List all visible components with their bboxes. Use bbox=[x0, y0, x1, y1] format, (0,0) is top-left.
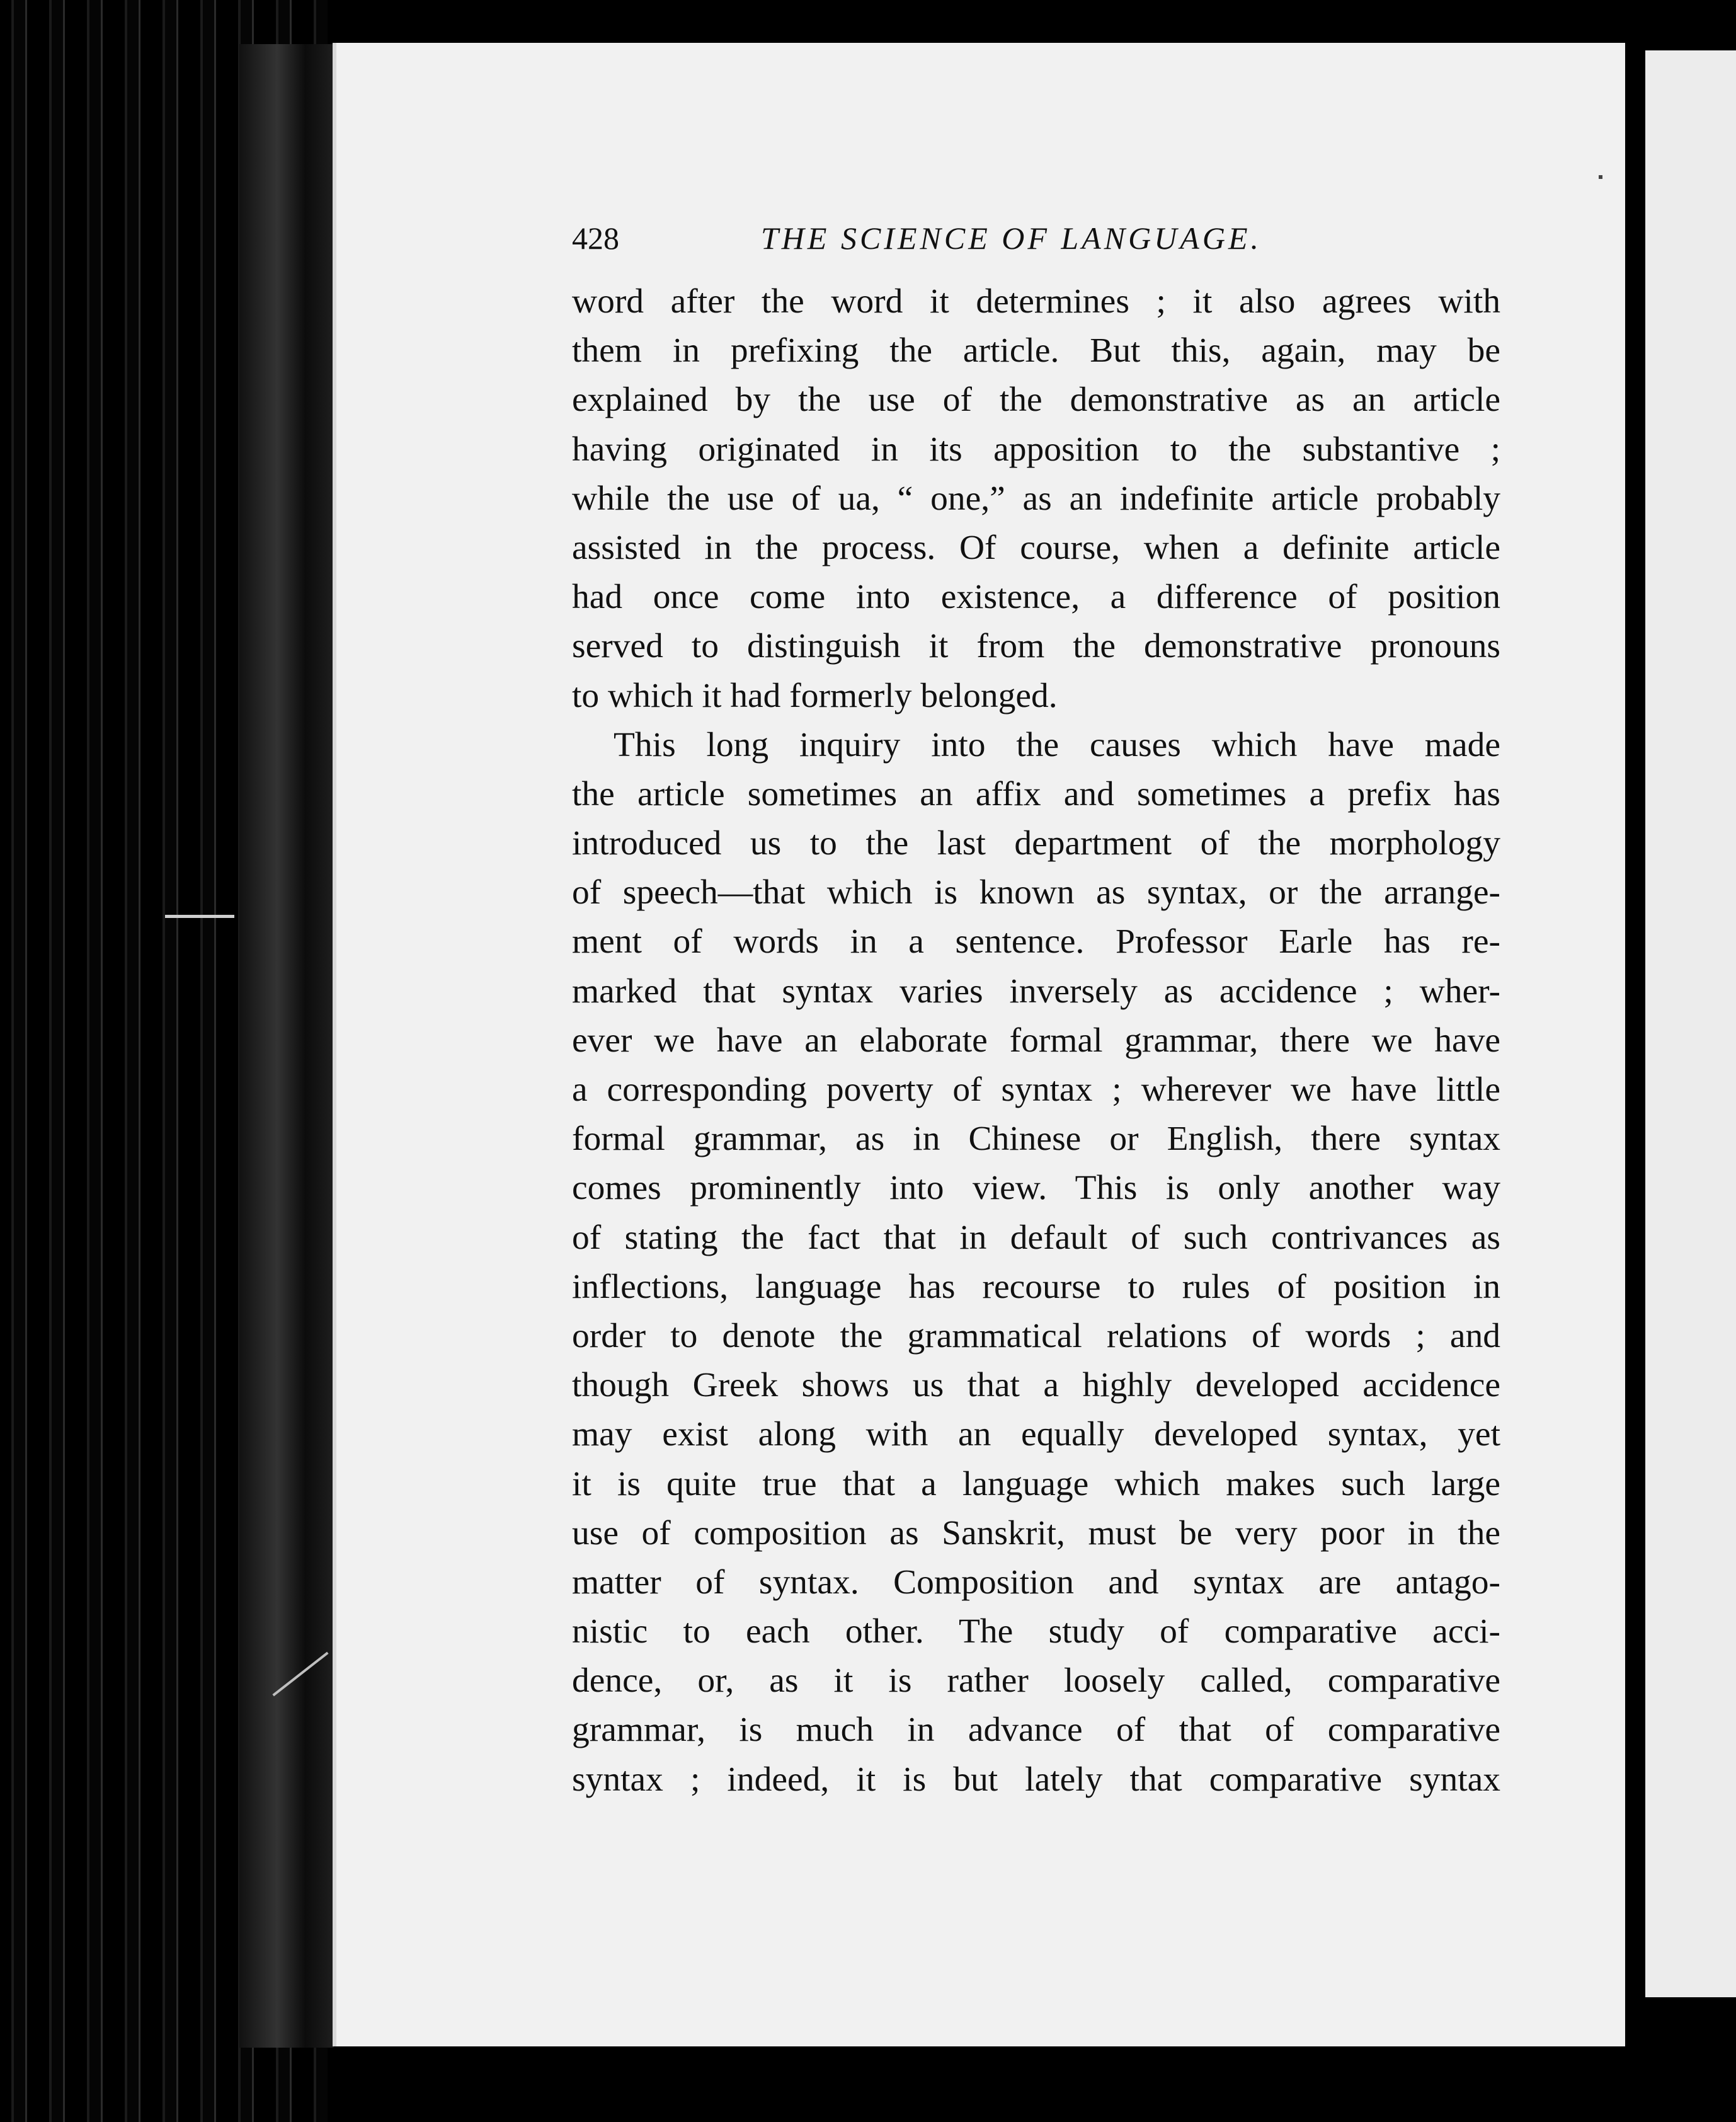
text-line: grammar, is much in advance of that of comparative bbox=[572, 1711, 1500, 1750]
text-line: to which it had formerly belonged. bbox=[572, 676, 1058, 715]
text-line: of speech—that which is known as syntax, or the arrange- bbox=[572, 873, 1500, 912]
text-line: a corresponding poverty of syntax ; wherever we have little bbox=[572, 1070, 1500, 1109]
text-line: dence, or, as it is rather loosely called, comparative bbox=[572, 1661, 1500, 1700]
text-line: them in prefixing the article. But this, again, may be bbox=[572, 331, 1500, 370]
text-line: may exist along with an equally developed syntax, yet bbox=[572, 1415, 1500, 1454]
text-line: syntax ; indeed, it is but lately that comparative syntax bbox=[572, 1760, 1500, 1799]
text-line: ever we have an elaborate formal grammar, there we have bbox=[572, 1021, 1500, 1060]
text-line: the article sometimes an affix and sometimes a prefix has bbox=[572, 774, 1500, 813]
text-line: order to denote the grammatical relations of words ; and bbox=[572, 1316, 1500, 1355]
text-line: assisted in the process. Of course, when a definite article bbox=[572, 528, 1500, 567]
text-line: it is quite true that a language which makes such large bbox=[572, 1464, 1500, 1503]
text-line: of stating the fact that in default of such contrivances as bbox=[572, 1218, 1500, 1257]
text-line: nistic to each other. The study of comparative acci- bbox=[572, 1612, 1500, 1651]
book-spine-shadow bbox=[239, 44, 334, 2048]
facing-page-edge bbox=[1645, 50, 1736, 1997]
body-text bbox=[572, 277, 1500, 1804]
text-line: served to distinguish it from the demonstrative pronouns bbox=[572, 627, 1500, 666]
text-line: formal grammar, as in Chinese or English, there syntax bbox=[572, 1120, 1500, 1159]
page-number: 428 bbox=[572, 221, 619, 256]
text-line: use of composition as Sanskrit, must be very poor in the bbox=[572, 1513, 1500, 1552]
text-line: marked that syntax varies inversely as accidence ; wher- bbox=[572, 972, 1500, 1011]
text-line: while the use of ua, “ one,” as an indefinite article probably bbox=[572, 479, 1500, 518]
text-line: This long inquiry into the causes which have made bbox=[614, 725, 1500, 764]
text-line: comes prominently into view. This is only another way bbox=[572, 1169, 1500, 1208]
text-line: ment of words in a sentence. Professor Earle has re- bbox=[572, 922, 1500, 961]
edge-mark bbox=[165, 915, 234, 918]
text-line: word after the word it determines ; it also agrees with bbox=[572, 282, 1500, 321]
running-title: THE SCIENCE OF LANGUAGE. bbox=[761, 221, 1262, 256]
page-speck bbox=[1599, 175, 1602, 179]
text-line: matter of syntax. Composition and syntax are antago- bbox=[572, 1563, 1500, 1602]
text-line: having originated in its apposition to the substantive ; bbox=[572, 430, 1500, 469]
text-line: introduced us to the last department of the morphology bbox=[572, 824, 1500, 863]
text-line: inflections, language has recourse to rules of position in bbox=[572, 1267, 1500, 1306]
text-line: explained by the use of the demonstrative as an article bbox=[572, 381, 1500, 420]
text-line: had once come into existence, a difference of position bbox=[572, 578, 1500, 617]
page-header bbox=[572, 213, 1499, 263]
text-line: though Greek shows us that a highly developed accidence bbox=[572, 1366, 1500, 1405]
